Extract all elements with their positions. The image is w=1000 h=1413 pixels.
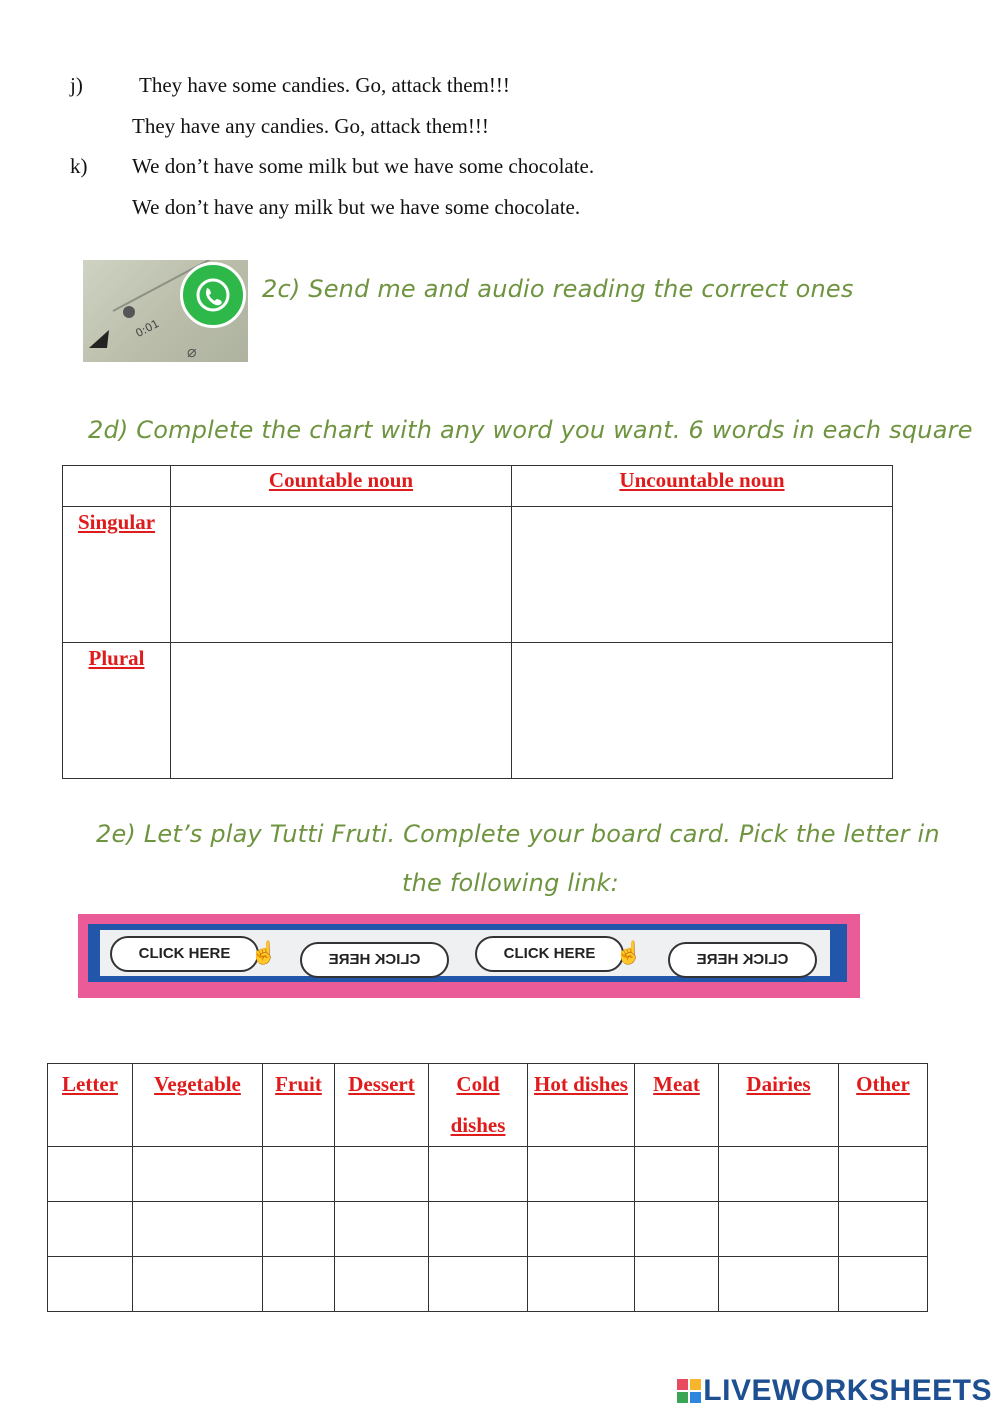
board-cell[interactable]	[335, 1147, 429, 1202]
click-here-button-2[interactable]: CLICK HERE	[300, 942, 449, 978]
board-cell[interactable]	[719, 1202, 839, 1257]
exercise-j-option-1: They have some candies. Go, attack them!!!	[139, 73, 510, 97]
board-cell[interactable]	[528, 1147, 635, 1202]
chart-cell-plural-countable[interactable]	[171, 643, 512, 779]
chart-header-countable: Countable noun	[171, 466, 512, 507]
paperclip-icon: ⌀	[187, 344, 197, 361]
pointer-hand-icon: ☝	[250, 940, 278, 965]
board-cell[interactable]	[839, 1202, 928, 1257]
board-cell[interactable]	[133, 1257, 263, 1312]
board-cell[interactable]	[528, 1257, 635, 1312]
click-here-banner[interactable]	[78, 914, 860, 998]
exercise-k-option-2: We don’t have any milk but we have some chocolate.	[132, 195, 581, 219]
liveworksheets-logo	[677, 1374, 992, 1408]
board-cell[interactable]	[335, 1202, 429, 1257]
instruction-2c: 2c) Send me and audio reading the correct ones	[262, 275, 854, 303]
board-cell[interactable]	[133, 1202, 263, 1257]
chart-cell-plural-uncountable[interactable]	[512, 643, 893, 779]
click-here-button-4[interactable]: CLICK HERE	[668, 942, 817, 978]
click-here-button-3[interactable]: CLICK HERE	[475, 936, 624, 972]
board-cell[interactable]	[839, 1257, 928, 1312]
liveworksheets-mark-icon	[677, 1379, 701, 1403]
board-cell[interactable]	[429, 1147, 528, 1202]
instruction-2e-line2: the following link:	[402, 869, 619, 897]
tutti-header-cold-dishes: Cold dishes	[429, 1064, 528, 1147]
instruction-2d: 2d) Complete the chart with any word you want. 6 words in each square	[88, 416, 973, 444]
board-cell[interactable]	[635, 1202, 719, 1257]
board-cell[interactable]	[719, 1147, 839, 1202]
exercise-j-option-2: They have any candies. Go, attack them!!!	[132, 114, 489, 138]
click-here-button-1[interactable]: CLICK HERE	[110, 936, 259, 972]
chart-cell-singular-uncountable[interactable]	[512, 507, 893, 643]
instruction-2e-line1: 2e) Let’s play Tutti Fruti. Complete your board card. Pick the letter in	[96, 820, 940, 848]
table-row	[48, 1202, 928, 1257]
board-cell[interactable]	[429, 1257, 528, 1312]
exercise-k-option-1: We don’t have some milk but we have some chocolate.	[132, 154, 595, 178]
exercise-k-label: k)	[70, 154, 88, 178]
pointer-hand-icon: ☝	[615, 940, 643, 965]
table-row	[48, 1257, 928, 1312]
board-cell[interactable]	[528, 1202, 635, 1257]
tutti-header-dessert: Dessert	[335, 1064, 429, 1147]
audio-timestamp: 0:01	[133, 316, 162, 341]
play-icon	[87, 328, 111, 350]
tutti-header-letter: Letter	[48, 1064, 133, 1147]
tutti-header-meat: Meat	[635, 1064, 719, 1147]
board-cell[interactable]	[48, 1202, 133, 1257]
tutti-header-vegetable: Vegetable	[133, 1064, 263, 1147]
chart-cell-singular-countable[interactable]	[171, 507, 512, 643]
tutti-fruti-board	[47, 1063, 928, 1312]
whatsapp-icon	[180, 262, 246, 328]
noun-chart	[62, 465, 893, 779]
chart-row-plural: Plural	[63, 643, 171, 779]
liveworksheets-brand: LIVEWORKSHEETS	[703, 1374, 992, 1407]
board-cell[interactable]	[635, 1147, 719, 1202]
chart-header-uncountable: Uncountable noun	[512, 466, 893, 507]
board-cell[interactable]	[263, 1202, 335, 1257]
table-row	[48, 1147, 928, 1202]
tutti-header-dairies: Dairies	[719, 1064, 839, 1147]
board-cell[interactable]	[719, 1257, 839, 1312]
board-cell[interactable]	[48, 1147, 133, 1202]
board-cell[interactable]	[263, 1147, 335, 1202]
board-cell[interactable]	[429, 1202, 528, 1257]
board-cell[interactable]	[335, 1257, 429, 1312]
board-cell[interactable]	[839, 1147, 928, 1202]
board-cell[interactable]	[263, 1257, 335, 1312]
board-cell[interactable]	[48, 1257, 133, 1312]
chart-corner-cell	[63, 466, 171, 507]
whatsapp-audio-thumbnail[interactable]	[83, 260, 248, 362]
tutti-header-fruit: Fruit	[263, 1064, 335, 1147]
tutti-header-hot-dishes: Hot dishes	[528, 1064, 635, 1147]
board-cell[interactable]	[635, 1257, 719, 1312]
board-cell[interactable]	[133, 1147, 263, 1202]
tutti-header-other: Other	[839, 1064, 928, 1147]
exercise-j-label: j)	[70, 73, 83, 97]
chart-row-singular: Singular	[63, 507, 171, 643]
